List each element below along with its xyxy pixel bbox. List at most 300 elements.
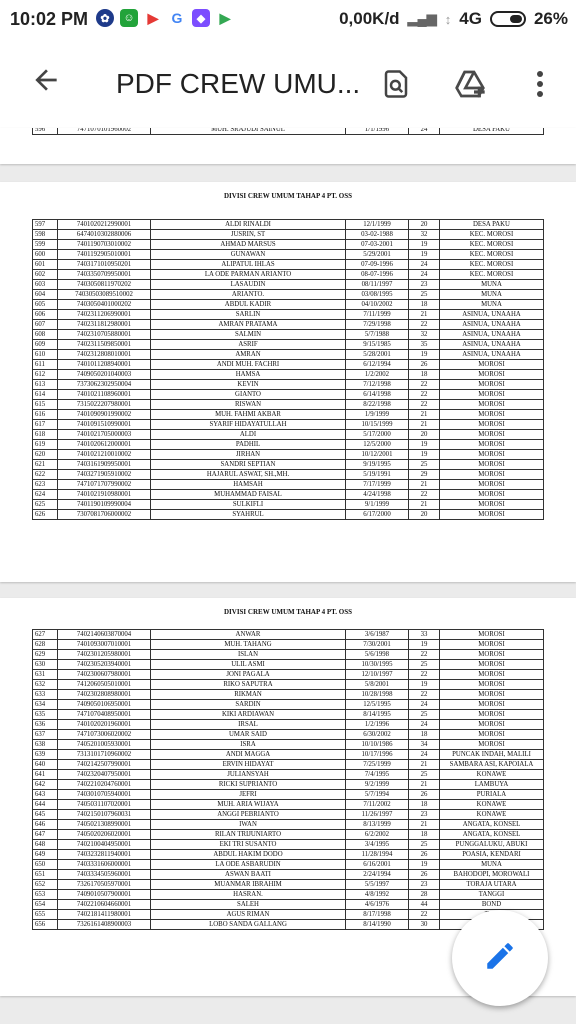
cell-age: 26 bbox=[409, 850, 440, 860]
cell-name: SALEH bbox=[151, 900, 346, 910]
cell-age: 26 bbox=[409, 790, 440, 800]
cell-date: 5/29/2001 bbox=[346, 250, 409, 260]
cell-nik: 7402301205980001 bbox=[58, 650, 151, 660]
cell-age: 18 bbox=[409, 370, 440, 380]
cell-age: 22 bbox=[409, 690, 440, 700]
cell-address: ASINUA, UNAAHA bbox=[440, 350, 544, 360]
cell-address: TORAJA UTARA bbox=[440, 880, 544, 890]
cell-address: ASINUA, UNAAHA bbox=[440, 340, 544, 350]
cell-nik: 7402310705880001 bbox=[58, 330, 151, 340]
table-row bbox=[33, 720, 544, 730]
table-row bbox=[33, 310, 544, 320]
cell-nik: 7401020212990001 bbox=[58, 220, 151, 230]
cell-nik: 7326161408900003 bbox=[58, 920, 151, 930]
cell-date: 07-09-1996 bbox=[346, 260, 409, 270]
cell-age: 21 bbox=[409, 820, 440, 830]
play-store-icon: ▶ bbox=[219, 9, 231, 26]
cell-age: 28 bbox=[409, 890, 440, 900]
cell-name: MUH. TAHANG bbox=[151, 640, 346, 650]
table-row bbox=[33, 660, 544, 670]
network-type: 4G bbox=[459, 9, 482, 28]
signal-icon: ▂▄▆ bbox=[407, 11, 437, 26]
cell-no: 627 bbox=[33, 630, 58, 640]
table-row bbox=[33, 890, 544, 900]
cell-no: 630 bbox=[33, 660, 58, 670]
cell-nik: 7403350709950001 bbox=[58, 270, 151, 280]
cell-nik: 7402181411980001 bbox=[58, 910, 151, 920]
cell-date: 8/13/1999 bbox=[346, 820, 409, 830]
cell-nik: 7401090901990002 bbox=[58, 410, 151, 420]
cell-date: 9/2/1999 bbox=[346, 780, 409, 790]
cell-nik: 7471071707990002 bbox=[58, 480, 151, 490]
cell-nik: 7402150107960031 bbox=[58, 810, 151, 820]
cell-date: 10/30/1995 bbox=[346, 660, 409, 670]
cell-age: 25 bbox=[409, 840, 440, 850]
cell-name: KIKI ARDIAWAN bbox=[151, 710, 346, 720]
cell-address: POASIA, KENDARI bbox=[440, 850, 544, 860]
cell-age: 21 bbox=[409, 500, 440, 510]
cell-no: 602 bbox=[33, 270, 58, 280]
cell-age: 25 bbox=[409, 710, 440, 720]
cell-address: KEC. MOROSI bbox=[440, 260, 544, 270]
table-row bbox=[33, 128, 544, 135]
cell-no: 632 bbox=[33, 680, 58, 690]
cell-age: 24 bbox=[409, 128, 440, 135]
cell-name: ASRIF bbox=[151, 340, 346, 350]
cell-nik: 7402312808010001 bbox=[58, 350, 151, 360]
pdf-page-1 bbox=[0, 128, 576, 164]
cell-age: 21 bbox=[409, 480, 440, 490]
cell-address: MOROSI bbox=[440, 650, 544, 660]
cell-name: ISLAN bbox=[151, 650, 346, 660]
cell-address: MOROSI bbox=[440, 450, 544, 460]
table-row bbox=[33, 650, 544, 660]
table-row bbox=[33, 370, 544, 380]
cell-age: 32 bbox=[409, 330, 440, 340]
cell-no: 597 bbox=[33, 220, 58, 230]
cell-date: 7/25/1999 bbox=[346, 760, 409, 770]
cell-date: 10/15/1999 bbox=[346, 420, 409, 430]
cell-address: MOROSI bbox=[440, 490, 544, 500]
cell-date: 5/7/1994 bbox=[346, 790, 409, 800]
cell-no: 629 bbox=[33, 650, 58, 660]
cell-age: 23 bbox=[409, 810, 440, 820]
cell-age: 25 bbox=[409, 660, 440, 670]
cell-address: MUNA bbox=[440, 300, 544, 310]
cell-date: 5/5/1997 bbox=[346, 880, 409, 890]
cell-nik: 74030503089510002 bbox=[58, 290, 151, 300]
cell-name: AMRAN bbox=[151, 350, 346, 360]
cell-nik: 7405201005930001 bbox=[58, 740, 151, 750]
cell-date: 7/30/2001 bbox=[346, 640, 409, 650]
cell-name: KEVIN bbox=[151, 380, 346, 390]
cell-name: RIKMAN bbox=[151, 690, 346, 700]
cell-date: 03-02-1988 bbox=[346, 230, 409, 240]
cell-name: ANGGI PEBRIANTO bbox=[151, 810, 346, 820]
cell-age: 35 bbox=[409, 340, 440, 350]
status-bar bbox=[0, 0, 576, 38]
play-small-icon: ▶ bbox=[147, 9, 159, 26]
cell-age: 32 bbox=[409, 230, 440, 240]
cell-no: 641 bbox=[33, 770, 58, 780]
cell-no: 639 bbox=[33, 750, 58, 760]
cell-date: 5/7/1988 bbox=[346, 330, 409, 340]
cell-no: 649 bbox=[33, 850, 58, 860]
cell-name: ERVIN HIDAYAT bbox=[151, 760, 346, 770]
cell-no: 637 bbox=[33, 730, 58, 740]
cell-date: 6/16/2001 bbox=[346, 860, 409, 870]
cell-date: 4/8/1992 bbox=[346, 890, 409, 900]
cell-date: 10/10/1986 bbox=[346, 740, 409, 750]
cell-date: 12/5/1995 bbox=[346, 700, 409, 710]
cell-nik: 7403171010950201 bbox=[58, 260, 151, 270]
cell-nik: 7403010705940001 bbox=[58, 790, 151, 800]
cell-date: 08-07-1996 bbox=[346, 270, 409, 280]
cell-address: MOROSI bbox=[440, 430, 544, 440]
table-row bbox=[33, 810, 544, 820]
cell-no: 605 bbox=[33, 300, 58, 310]
cell-date: 07-03-2001 bbox=[346, 240, 409, 250]
battery-icon bbox=[490, 11, 526, 27]
cell-name: AGUS RIMAN bbox=[151, 910, 346, 920]
cell-date: 3/4/1995 bbox=[346, 840, 409, 850]
table-row bbox=[33, 230, 544, 240]
cell-date: 8/22/1998 bbox=[346, 400, 409, 410]
cell-no: 614 bbox=[33, 390, 58, 400]
cell-name: GUNAWAN bbox=[151, 250, 346, 260]
table-row bbox=[33, 440, 544, 450]
table-row bbox=[33, 270, 544, 280]
status-time: 10:02 PM bbox=[10, 9, 89, 29]
table-row bbox=[33, 880, 544, 890]
cell-name: MUHAMMAD FAISAL bbox=[151, 490, 346, 500]
table-row bbox=[33, 410, 544, 420]
cell-age: 25 bbox=[409, 290, 440, 300]
cell-nik: 7401190109990004 bbox=[58, 500, 151, 510]
cell-no: 616 bbox=[33, 410, 58, 420]
table-row bbox=[33, 510, 544, 520]
table-row bbox=[33, 460, 544, 470]
table-row bbox=[33, 750, 544, 760]
cell-age: 24 bbox=[409, 260, 440, 270]
edit-fab-button[interactable] bbox=[452, 910, 548, 1006]
cell-name: IWAN bbox=[151, 820, 346, 830]
cell-address: MOROSI bbox=[440, 400, 544, 410]
notification-icons bbox=[96, 9, 234, 27]
cell-address: MOROSI bbox=[440, 710, 544, 720]
cell-no: 647 bbox=[33, 830, 58, 840]
cell-nik: 7402311206990001 bbox=[58, 310, 151, 320]
cell-no: 617 bbox=[33, 420, 58, 430]
table-row bbox=[33, 770, 544, 780]
table-row bbox=[33, 760, 544, 770]
cell-date: 2/24/1994 bbox=[346, 870, 409, 880]
cell-nik: 7402311509850001 bbox=[58, 340, 151, 350]
cell-nik: 7405021308990001 bbox=[58, 820, 151, 830]
cell-no: 655 bbox=[33, 910, 58, 920]
cell-date: 7/11/1999 bbox=[346, 310, 409, 320]
cell-date: 6/17/2000 bbox=[346, 510, 409, 520]
cell-date: 10/12/2001 bbox=[346, 450, 409, 460]
cell-no: 634 bbox=[33, 700, 58, 710]
cell-nik: 7471070101960002 bbox=[58, 128, 151, 135]
table-row bbox=[33, 480, 544, 490]
table-row bbox=[33, 800, 544, 810]
status-right bbox=[339, 9, 568, 29]
cell-age: 24 bbox=[409, 270, 440, 280]
cell-address: DESA PAKU bbox=[440, 128, 544, 135]
cell-nik: 7402302808980001 bbox=[58, 690, 151, 700]
table-row bbox=[33, 240, 544, 250]
cell-nik: 7401011208940001 bbox=[58, 360, 151, 370]
table-row bbox=[33, 790, 544, 800]
cell-name: RILAN TRIJUNIARTO bbox=[151, 830, 346, 840]
cell-no: 618 bbox=[33, 430, 58, 440]
cell-address: BAHODOPI, MOROWALI bbox=[440, 870, 544, 880]
cell-date: 8/17/1998 bbox=[346, 910, 409, 920]
cell-address: KONAWE bbox=[440, 770, 544, 780]
cell-no: 619 bbox=[33, 440, 58, 450]
cell-age: 20 bbox=[409, 220, 440, 230]
cell-address: MOROSI bbox=[440, 700, 544, 710]
cell-address: MUNA bbox=[440, 860, 544, 870]
cell-date: 04/10/2002 bbox=[346, 300, 409, 310]
cell-age: 19 bbox=[409, 250, 440, 260]
table-row bbox=[33, 700, 544, 710]
cell-date: 7/29/1998 bbox=[346, 320, 409, 330]
cell-address: MOROSI bbox=[440, 370, 544, 380]
drive-add-icon[interactable] bbox=[452, 66, 488, 102]
document-search-icon[interactable] bbox=[378, 66, 414, 102]
cell-address: MOROSI bbox=[440, 670, 544, 680]
cell-address: MOROSI bbox=[440, 480, 544, 490]
table-row bbox=[33, 860, 544, 870]
cell-address: TANGGI bbox=[440, 890, 544, 900]
cell-name: ASWAN BAATI bbox=[151, 870, 346, 880]
cell-address: SAMBARA ASI, KAPOIALA bbox=[440, 760, 544, 770]
cell-date: 5/6/1998 bbox=[346, 650, 409, 660]
cell-name: ALDI bbox=[151, 430, 346, 440]
cell-nik: 7405020206020001 bbox=[58, 830, 151, 840]
table-row bbox=[33, 320, 544, 330]
cell-age: 19 bbox=[409, 640, 440, 650]
cell-no: 625 bbox=[33, 500, 58, 510]
cell-date: 11/26/1997 bbox=[346, 810, 409, 820]
cell-name: MUH. ARIA WIJAYA bbox=[151, 800, 346, 810]
page-3-heading: DIVISI CREW UMUM TAHAP 4 PT. OSS bbox=[223, 608, 353, 616]
cell-name: AMRAN PRATAMA bbox=[151, 320, 346, 330]
cell-name: ANWAR bbox=[151, 630, 346, 640]
cell-age: 18 bbox=[409, 300, 440, 310]
back-arrow-icon[interactable] bbox=[28, 64, 64, 100]
cell-address: ASINUA, UNAAHA bbox=[440, 320, 544, 330]
cell-address: MOROSI bbox=[440, 720, 544, 730]
cell-nik: 7401020201960001 bbox=[58, 720, 151, 730]
cell-address: MOROSI bbox=[440, 740, 544, 750]
app-bar bbox=[0, 38, 576, 128]
cell-age: 22 bbox=[409, 650, 440, 660]
cell-no: 624 bbox=[33, 490, 58, 500]
cell-address: PURIALA bbox=[440, 790, 544, 800]
cell-name: SARLIN bbox=[151, 310, 346, 320]
cell-nik: 7401091510990001 bbox=[58, 420, 151, 430]
cell-age: 26 bbox=[409, 360, 440, 370]
cell-name: ABDUL HAKIM DODO bbox=[151, 850, 346, 860]
table-row bbox=[33, 290, 544, 300]
cell-address: MOROSI bbox=[440, 380, 544, 390]
cell-name: SULKIFLI bbox=[151, 500, 346, 510]
cell-age: 25 bbox=[409, 460, 440, 470]
cell-name: MUANMAR IBRAHIM bbox=[151, 880, 346, 890]
cell-no: 636 bbox=[33, 720, 58, 730]
cell-no: 608 bbox=[33, 330, 58, 340]
cell-age: 30 bbox=[409, 920, 440, 930]
cell-no: 645 bbox=[33, 810, 58, 820]
cell-nik: 7401021910980001 bbox=[58, 490, 151, 500]
cell-name: MUH. SRAJUDI SAINUL bbox=[151, 128, 346, 135]
cell-age: 23 bbox=[409, 280, 440, 290]
table-row bbox=[33, 300, 544, 310]
cell-name: LASAUDIN bbox=[151, 280, 346, 290]
cell-name: RIKO SAPUTRA bbox=[151, 680, 346, 690]
table-row bbox=[33, 360, 544, 370]
more-vert-icon[interactable] bbox=[522, 66, 558, 102]
table-row bbox=[33, 250, 544, 260]
table-row bbox=[33, 260, 544, 270]
cell-date: 4/6/1976 bbox=[346, 900, 409, 910]
cell-name: IRSAL bbox=[151, 720, 346, 730]
cell-nik: 7401020612000001 bbox=[58, 440, 151, 450]
cell-nik: 7402210604660001 bbox=[58, 900, 151, 910]
cell-date: 9/19/1995 bbox=[346, 460, 409, 470]
cell-no: 653 bbox=[33, 890, 58, 900]
cell-name: ABDUL KADIR bbox=[151, 300, 346, 310]
cell-nik: 7403050401000202 bbox=[58, 300, 151, 310]
cell-no: 603 bbox=[33, 280, 58, 290]
cell-name: RISWAN bbox=[151, 400, 346, 410]
cell-name: HAMSAH bbox=[151, 480, 346, 490]
cell-date: 5/28/2001 bbox=[346, 350, 409, 360]
cell-name: SANDRI SEPTIAN bbox=[151, 460, 346, 470]
cell-no: 596 bbox=[33, 128, 58, 135]
cell-date: 9/15/1985 bbox=[346, 340, 409, 350]
cell-name: AHMAD MARSUS bbox=[151, 240, 346, 250]
cell-date: 6/2/2002 bbox=[346, 830, 409, 840]
cell-name: SYAHRUL bbox=[151, 510, 346, 520]
cell-name: JUSRIN, ST bbox=[151, 230, 346, 240]
cell-address: MOROSI bbox=[440, 410, 544, 420]
cell-name: ULIL ASMI bbox=[151, 660, 346, 670]
cell-name: RICKI SUPRIANTO bbox=[151, 780, 346, 790]
cell-no: 604 bbox=[33, 290, 58, 300]
network-speed: 0,00K/d bbox=[339, 9, 400, 28]
cell-nik: 7409010507900001 bbox=[58, 890, 151, 900]
cell-address: ANGATA, KONSEL bbox=[440, 820, 544, 830]
cell-nik: 7313101710960002 bbox=[58, 750, 151, 760]
cell-age: 23 bbox=[409, 880, 440, 890]
cell-address: LAMBUYA bbox=[440, 780, 544, 790]
cell-nik: 7401190703010002 bbox=[58, 240, 151, 250]
cell-date: 6/12/1994 bbox=[346, 360, 409, 370]
cell-date: 7/17/1999 bbox=[346, 480, 409, 490]
cell-no: 631 bbox=[33, 670, 58, 680]
cell-nik: 7402142507990001 bbox=[58, 760, 151, 770]
cell-no: 600 bbox=[33, 250, 58, 260]
app-notification-icon: ✿ bbox=[96, 9, 114, 27]
cell-address: KEC. MOROSI bbox=[440, 270, 544, 280]
table-row bbox=[33, 350, 544, 360]
cell-name: HAMSA bbox=[151, 370, 346, 380]
table-row bbox=[33, 500, 544, 510]
cell-age: 18 bbox=[409, 730, 440, 740]
cell-nik: 7401093007010001 bbox=[58, 640, 151, 650]
chat-notification-icon: ◆ bbox=[192, 9, 210, 27]
cell-address: MOROSI bbox=[440, 500, 544, 510]
cell-name: GIANTO bbox=[151, 390, 346, 400]
cell-address: MOROSI bbox=[440, 630, 544, 640]
cell-no: 638 bbox=[33, 740, 58, 750]
cell-no: 635 bbox=[33, 710, 58, 720]
cell-nik: 7403271905910002 bbox=[58, 470, 151, 480]
table-row bbox=[33, 380, 544, 390]
cell-address: DESA PAKU bbox=[440, 220, 544, 230]
cell-age: 21 bbox=[409, 310, 440, 320]
cell-age: 22 bbox=[409, 390, 440, 400]
cell-nik: 7315022207980001 bbox=[58, 400, 151, 410]
cell-nik: 7402300607980001 bbox=[58, 670, 151, 680]
cell-age: 24 bbox=[409, 700, 440, 710]
cell-name: HAJARUL ASWAT, SH.,MH. bbox=[151, 470, 346, 480]
cell-address: KEC. MOROSI bbox=[440, 230, 544, 240]
cell-age: 20 bbox=[409, 510, 440, 520]
cell-address: MOROSI bbox=[440, 510, 544, 520]
cell-nik: 7401192905010001 bbox=[58, 250, 151, 260]
android-notification-icon: ☺ bbox=[120, 9, 138, 27]
cell-date: 6/30/2002 bbox=[346, 730, 409, 740]
cell-date: 03/08/1995 bbox=[346, 290, 409, 300]
cell-name: SYARIF HIDAYATULLAH bbox=[151, 420, 346, 430]
cell-date: 4/24/1998 bbox=[346, 490, 409, 500]
cell-no: 644 bbox=[33, 800, 58, 810]
document-title: PDF CREW UMU... bbox=[116, 68, 361, 99]
cell-age: 20 bbox=[409, 430, 440, 440]
cell-address: MUNA bbox=[440, 290, 544, 300]
cell-nik: 7401021108960001 bbox=[58, 390, 151, 400]
cell-no: 599 bbox=[33, 240, 58, 250]
cell-name: PADHIL bbox=[151, 440, 346, 450]
cell-nik: 7403331606000001 bbox=[58, 860, 151, 870]
cell-nik: 7402311812980001 bbox=[58, 320, 151, 330]
cell-nik: 7401021705000003 bbox=[58, 430, 151, 440]
cell-date: 8/14/1990 bbox=[346, 920, 409, 930]
cell-date: 1/2/1996 bbox=[346, 720, 409, 730]
cell-name: LOBO SANDA GALLANG bbox=[151, 920, 346, 930]
cell-address: MOROSI bbox=[440, 360, 544, 370]
cell-date: 10/28/1998 bbox=[346, 690, 409, 700]
cell-name: ALIPATUL IHLAS bbox=[151, 260, 346, 270]
cell-nik: 7405031107020001 bbox=[58, 800, 151, 810]
cell-date: 9/1/1999 bbox=[346, 500, 409, 510]
cell-name: ANDI MUH. FACHRI bbox=[151, 360, 346, 370]
cell-address: ASINUA, UNAAHA bbox=[440, 310, 544, 320]
cell-no: 598 bbox=[33, 230, 58, 240]
cell-no: 652 bbox=[33, 880, 58, 890]
cell-no: 654 bbox=[33, 900, 58, 910]
cell-nik: 7403334505960001 bbox=[58, 870, 151, 880]
cell-address: BOND bbox=[440, 900, 544, 910]
cell-address: ASINUA, UNAAHA bbox=[440, 330, 544, 340]
table-row bbox=[33, 470, 544, 480]
